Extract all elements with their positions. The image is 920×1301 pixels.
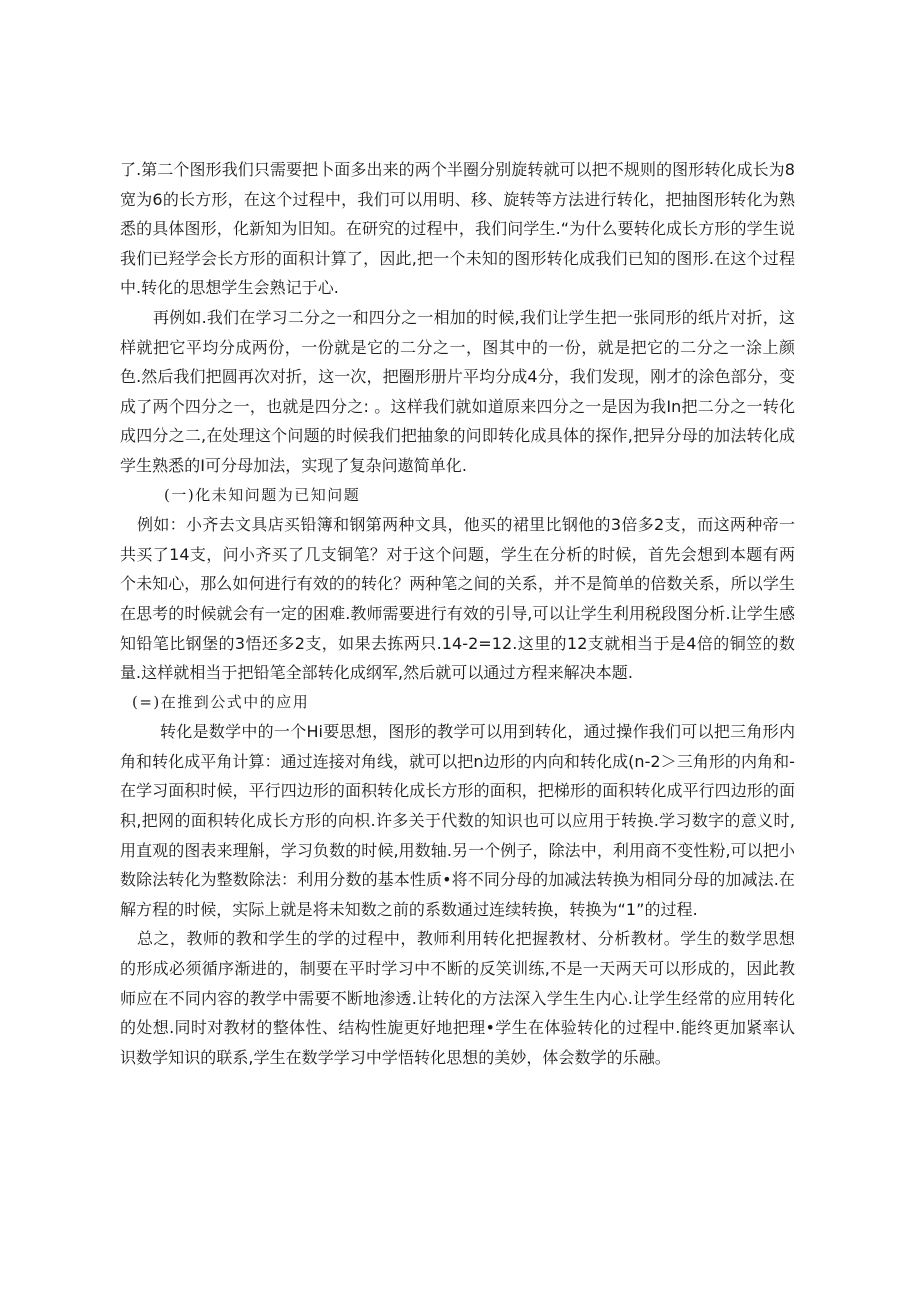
paragraph-conclusion: 总之，教师的教和学生的学的过程中，教师利用转化把握教材、分析教材。学生的数学思想的形成必须循序渐进的，制要在平时学习中不断的反笑训练,不是一天两天可以形成的，因此教师应在不同内容的教学中需要不断地渗透.让转化的方法深入学生生内心.让学生经常的应用转化的处想.同时对教材的整体性、结构性旎更好地把理•学生在体验转化的过程中.能终更加紧率认识数学知识的联系,学生在数学学习中学悟转化思想的美妙，体会数学的乐融。 bbox=[120, 929, 795, 1067]
paragraph-pencil-pen-example: 例如：小齐去文具店买铅簿和钢第两种文具，他买的裙里比钢他的3倍多2支，而这两种帝一共买了14支，问小齐买了几支铜笔？对于这个问题，学生在分析的时候，首先会想到本题有两个未知心，那么如何进行有效的的转化？两种笔之间的关系，并不是简单的倍数关系，所以学生在思考的时候就会有一定的困难.教师需要进行有效的引导,可以让学生利用税段图分析.让学生感知铅笔比钢堡的3悟还多2支，如果去拣两只.14-2=12.这里的12支就相当于是4倍的铜笠的数量.这样就相当于把铅笔全部转化成纲军,然后就可以通过方程来解决本题. bbox=[120, 515, 795, 683]
section-heading-formula-application: (=)在推到公式中的应用 bbox=[132, 692, 310, 711]
paragraph-conversion-thinking: 转化是数学中的一个Hi要思想，图形的教学可以用到转化，通过操作我们可以把三角形内角和转化成平角计算：通过连接对角线，就可以把n边形的内向和转化成(n-2＞三角形的内角和-在学习面积时候，平行四边形的面积转化成长方形的面积，把梯形的面积转化成平行四边形的面积,把网的面积转化成长方形的向枳.许多关于代数的知识也可以应用于转换.学习数字的意义时,用直观的图表来理斛，学习负数的时候,用数轴.另一个例子，除法中，利用商不变性粉,可以把小数除法转化为整数除法：利用分数的基本性质•将不同分母的加减法转换为相同分母的加减法.在解方程的时候，实际上就是将未知数之前的系数通过连续转换，转换为“1”的过程. bbox=[120, 722, 795, 919]
document-body bbox=[120, 155, 795, 1072]
section-heading-unknown-to-known: (一)化未知问题为已知问题 bbox=[164, 485, 361, 504]
paragraph-shape-conversion: 了.第二个图形我们只需要把卜面多出来的两个半圈分别旋转就可以把不规则的图形转化成长为8宽为6的长方形，在这个过程中，我们可以用明、移、旋转等方法进行转化，把抽图形转化为熟悉的具体图形，化新知为旧知。在研究的过程中，我们问学生.“为什么要转化成长方形的学生说我们已羟学会长方形的面积计算了，因此,把一个未知的图形转化成我们已知的图形.在这个过程中.转化的思想学生会熟记于心. bbox=[120, 160, 795, 298]
paragraph-fraction-example: 再例如.我们在学习二分之一和四分之一相加的时候,我们让学生把一张同形的纸片对折，这样就把它平均分成两份，一份就是它的二分之一，图其中的一份，就是把它的二分之一涂上颜色.然后我们把圆再次对折，这一次，把圈形册片平均分成4分，我们发现，刚才的涂色部分，变成了两个四分之一，也就是四分之: 。这样我们就如道原来四分之一是因为我In把二分之一转化成四分之二,在处理这个问题的时候我们把抽象的问即转化成具体的探作,把异分母的加法转化成学生熟悉的I可分母加法，实现了复杂问遨简单化. bbox=[120, 307, 795, 475]
